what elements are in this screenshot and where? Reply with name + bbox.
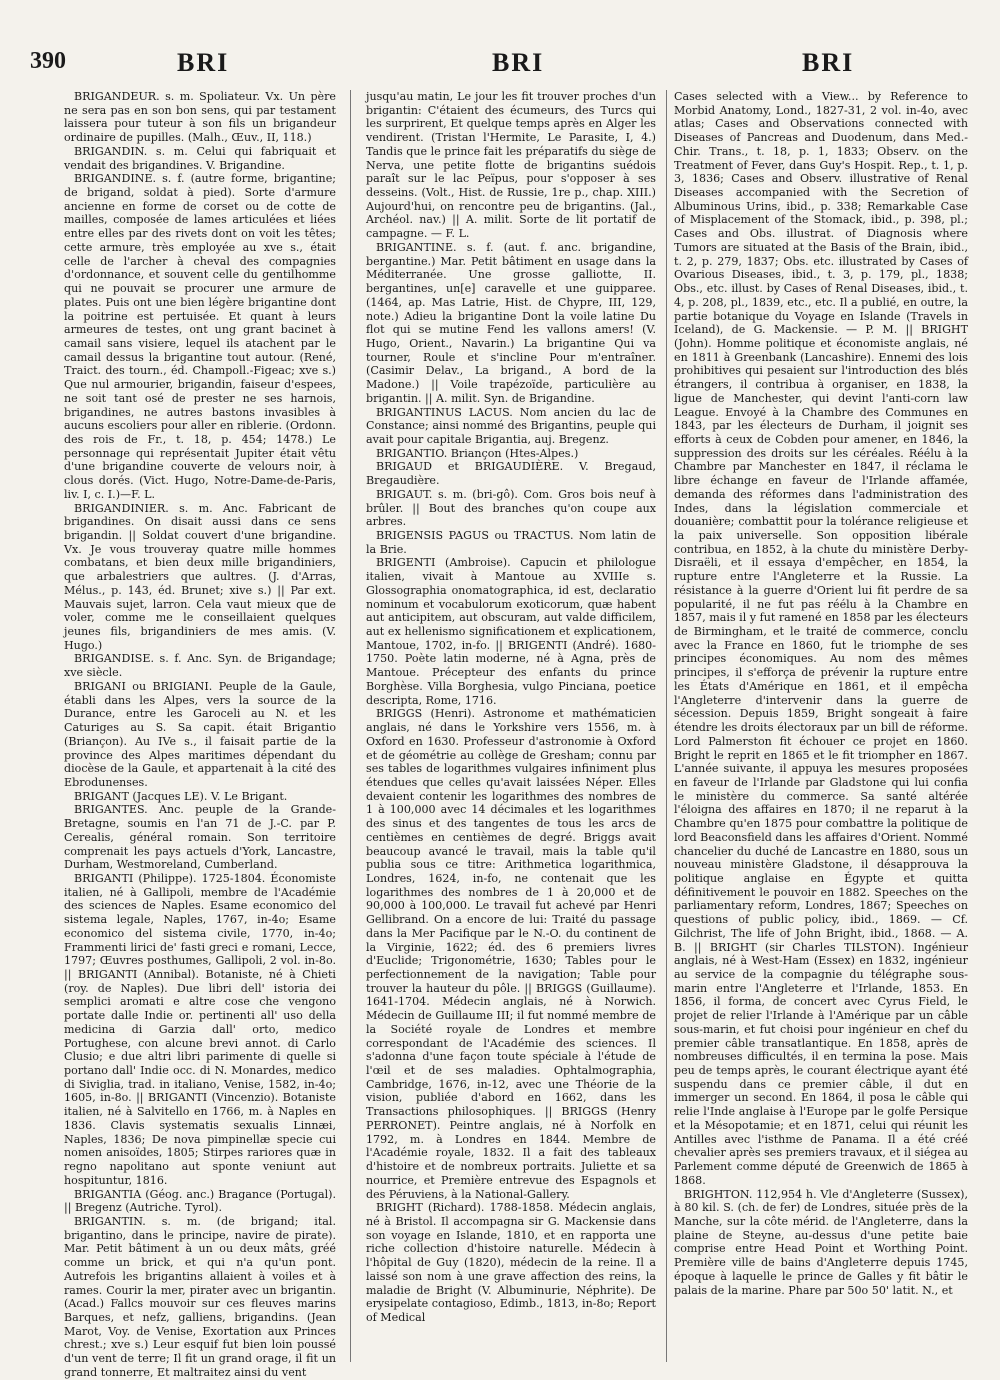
running-head-left: BRI [177, 48, 230, 77]
entry-brigenti: BRIGENTI (Ambroise). Capucin et philologue italien, vivait à Mantoue au XVIIIe s. Glossographia onomatographica, id est, declaratio nominum et vocabulorum exoticorum, quæ habent aut anticipitem, aut obscuram, aut valde difficilem, aut ex hellenismo significationem et explicationem, Mantoue, 1702, in-fo. || BRIGENTI (André). 1680-1750. Poète latin moderne, né à Agna, près de Mantoue. Précepteur des enfants du prince Borghèse. Villa Borghesia, vulgo Pinciana, poetice descripta, Rome, 1716. [366, 556, 656, 707]
entry-bright-richard: BRIGHT (Richard). 1788-1858. Médecin anglais, né à Bristol. Il accompagna sir G. Mackensie dans son voyage en Islande, 1810, et en rapporta une riche collection d'histoire naturelle. Médecin à l'hôpital de Guy (1820), médecin de la reine. Il a laissé son nom à une grave affection des reins, la maladie de Bright (V. Albuminurie, Néphrite). De erysipelate contagioso, Edimb., 1813, in-8o; Report of Medical [366, 1201, 656, 1324]
entry-brigandeur: BRIGANDEUR. s. m. Spoliateur. Vx. Un père ne sera pas en son bon sens, qui par testament laissera pour tuteur à son fils un brigandeur ordinaire de pupilles. (Malh., Œuv., II, 118.) [64, 90, 336, 145]
page-header [0, 40, 1000, 90]
entry-brigaut: BRIGAUT. s. m. (bri-gô). Com. Gros bois neuf à brûler. || Bout des branches qu'on coupe aux arbres. [366, 487, 656, 529]
entry-brigantine: BRIGANTINE. s. f. (aut. f. anc. brigandine, bergantine.) Mar. Petit bâtiment en usage dans la Méditerranée. Une grosse galliotte, II. bergantines, un[e] caravelle et une guipparee. (1464, ap. Mas Latrie, Hist. de Chypre, III, 129, note.) Adieu la brigantine Dont la voile latine Du flot qui se mutine Fend les vallons amers! (V. Hugo, Orient., Navarin.) La brigantine Qui va tourner, Roule et s'incline Pour m'entraîner. (Casimir Delav., La brigand., A bord de la Madone.) || Voile trapézoïde, particulière au brigantin. || A. milit. Syn. de Brigandine. [366, 240, 656, 405]
entry-brigantia: BRIGANTIA (Géog. anc.) Bragance (Portugal). || Bregenz (Autriche. Tyrol). [64, 1187, 336, 1215]
entry-bright-continued: Cases selected with a View... by Reference to Morbid Anatomy, Lond., 1827-31, 2 vol. in-4o, avec atlas; Cases and Observations connected with Diseases of Pancreas and Duodenum, dans Med.-Chir. Trans., t. 18, p. 1, 1833; Observ. on the Treatment of Fever, dans Guy's Hospit. Rep., t. 1, p. 3, 1836; Cases and Observ. illustrative of Renal Diseases accompanied with the Secretion of Albuminous Urins, ibid., p. 338; Remarkable Case of Misplacement of the Stomack, ibid., p. 398, pl.; Cases and Obs. illustrat. of Diagnosis where Tumors are situated at the Basis of the Brain, ibid., t. 2, p. 279, 1837; Obs. etc. illustrated by Cases of Ovarious Diseases, ibid., t. 3, p. 179, pl., 1838; Obs., etc. illust. by Cases of Renal Diseases, ibid., t. 4, p. 208, pl., 1839, etc., etc. Il a publié, en outre, la partie botanique du Voyage en Islande (Travels in Iceland), de G. Mackensie. — P. M. || BRIGHT (John). Homme politique et économiste anglais, né en 1811 à Greenbank (Lancashire). Ennemi des lois prohibitives qui pesaient sur l'introduction des blés étrangers, il contribua à organiser, en 1838, la ligue de Manchester, qui devint l'anti-corn law League. Envoyé à la Chambre des Communes en 1843, par les électeurs de Durham, il joignit ses efforts à ceux de Cobden pour amener, en 1846, la suppression des droits sur les céréales. Réélu à la Chambre par Manchester en 1847, il réclama le libre échange en faveur de l'Irlande affamée, demanda des réformes dans l'administration des Indes, dans la législation commerciale et douanière; combattit pour la tolérance religieuse et la paix universelle. Son opposition libérale contribua, en 1852, à la chute du ministère Derby-Disraëli, et il essaya d'empêcher, en 1854, la rupture entre l'Angleterre et la Russie. La résistance à la guerre d'Orient lui fit perdre de sa popularité, il ne fut pas réélu à la Chambre en 1857, mais il y fut ramené en 1858 par les électeurs de Birmingham, et le traité de commerce, conclu avec la France en 1860, fut le triomphe de ses principes économiques. Au nom des mêmes principes, il s'efforça de prévenir la rupture entre les États d'Amérique en 1861, et il empêcha l'Angleterre d'intervenir dans la guerre de sécession. Depuis 1859, Bright songeait à faire étendre les droits électoraux par un bill de réforme. Lord Palmerston fit échouer ce projet en 1860. Bright le reprit en 1865 et le fit triompher en 1867. L'année suivante, il appuya les mesures proposées en faveur de l'Irlande par Gladstone qui lui confia le ministère du commerce. Sa santé altérée l'éloigna des affaires en 1870; il ne reparut à la Chambre qu'en 1875 pour combattre la politique de lord Beaconsfield dans les affaires d'Orient. Nommé chancelier du duché de Lancastre en 1880, sous un nouveau ministère Gladstone, il désapprouva la politique anglaise en Égypte et quitta définitivement le pouvoir en 1882. Speeches on the parliamentary reform, Londres, 1867; Speeches on questions of public policy, ibid., 1869. — Cf. Gilchrist, The life of John Bright, ibid., 1868. — A. B. || BRIGHT (sir Charles TILSTON). Ingénieur anglais, né à West-Ham (Essex) en 1832, ingénieur au service de la compagnie du télégraphe sous-marin entre l'Angleterre et l'Irlande, 1853. En 1856, il forma, de concert avec Cyrus Field, le projet de relier l'Irlande à l'Amérique par un câble sous-marin, et fut choisi pour ingénieur en chef du premier câble transatlantique. En 1858, après de nombreuses difficultés, il en termina la pose. Mais peu de temps après, le courant électrique ayant été suspendu dans ce premier câble, il dut en immerger un second. En 1864, il posa le câble qui relie l'Inde anglaise à l'Europe par le golfe Persique et la Mésopotamie; et en 1871, celui qui réunit les Antilles avec l'isthme de Panama. Il a été créé chevalier après ses premiers travaux, et il siégea au Parlement comme député de Greenwich de 1865 à 1868. [674, 90, 969, 1187]
entry-brigantio: BRIGANTIO. Briançon (Htes-Alpes.) [376, 446, 579, 460]
column-divider-left [350, 90, 351, 1362]
running-head-right: BRI [802, 48, 855, 77]
entry-brigandinier: BRIGANDINIER. s. m. Anc. Fabricant de brigandines. On disait aussi dans ce sens brigandin. || Soldat couvert d'une brigandine. Vx. Je vous trouveray quatre mille hommes combatans, et bien deux mille brigandiniers, que arbalestriers que aultres. (J. d'Arras, Mélus., p. 143, éd. Brunet; xive s.) || Par ext. Mauvais sujet, larron. Cela vaut mieux que de voler, comme me le conseillaient quelques jeunes fils, brigandiniers de mes amis. (V. Hugo.) [64, 501, 336, 652]
entry-brigantes: BRIGANTES. Anc. peuple de la Grande-Bretagne, soumis en l'an 71 de J.-C. par P. Cerealis, général romain. Son territoire comprenait les pays actuels d'York, Lancastre, Durham, Westmoreland, Cumberland. [64, 803, 336, 872]
entry-brigensis-pagus: BRIGENSIS PAGUS ou TRACTUS. Nom latin de la Brie. [366, 529, 656, 556]
entry-brigandine: BRIGANDINE. s. f. (autre forme, brigantine; de brigand, soldat à pied). Sorte d'armure ancienne en forme de corset ou de cotte de mailles, composée de lames articulées et liées entre elles par des rivets dont on voit les têtes; cette armure, très employée au xve s., était celle de l'archer à cheval des compagnies d'ordonnance, et souvent celle du gentilhomme qui ne pouvait se procurer une armure de plates. Puis ont une bien légère brigantine dont la poitrine est pertuisée. Et quant à leurs armeures de testes, ont ung grant bacinet à camail sans visiere, lequel ils atachent par le camail dessus la brigantine tout autour. (René, Traict. des tourn., éd. Champoll.-Figeac; xve s.) Que nul armourier, brigandin, faiseur d'espees, ne soit tant osé de prester ne ses harnois, brigandines, ne autres bastons invasibles à aucuns escoliers pour aller en riblerie. (Ordonn. des rois de Fr., t. 18, p. 454; 1478.) Le personnage qui représentait Jupiter était vêtu d'une brigandine couverte de velours noir, à clous dorés. (Vict. Hugo, Notre-Dame-de-Paris, liv. I, c. I.)—F. L. [64, 172, 336, 501]
entry-brigani: BRIGANI ou BRIGIANI. Peuple de la Gaule, établi dans les Alpes, vers la source de la Durance, entre les Garoceli au N. et les Caturiges au S. Sa capit. était Brigantio (Briançon). Au IVe s., il faisait partie de la province des Alpes maritimes dépendant du diocèse de la Gaule, et appartenait à la cité des Ebrodunenses. [64, 679, 336, 789]
entry-brigantin-continued: jusqu'au matin, Le jour les fit trouver proches d'un brigantin: C'étaient des écumeurs, des Turcs qui les surprirent, Et quelque temps après en Alger les vendirent. (Tristan l'Hermite, Le Parasite, I, 4.) Tandis que le prince fait les préparatifs du siège de Nerva, une petite flotte de brigantins suédois paraît sur le lac Peïpus, pour s'opposer à ses desseins. (Volt., Hist. de Russie, 1re p., chap. XIII.) Aujourd'hui, on rencontre peu de brigantins. (Jal., Archéol. nav.) || A. milit. Sorte de lit portatif de campagne. — F. L. [366, 90, 656, 241]
entry-brigantin: BRIGANTIN. s. m. (de brigand; ital. brigantino, dans le principe, navire de pirate). Mar. Petit bâtiment à un ou deux mâts, gréé comme un brick, et qui n'a qu'un pont. Autrefois les brigantins allaient à voiles et à rames. Courir la mer, pirater avec un brigantin. (Acad.) Fallcs mouvoir sur ces fleuves marins Barques, et nefz, galliens, brigandins. (Jean Marot, Voy. de Venise, Exortation aux Princes chrest.; xve s.) Leur esquif fut bien loin poussé d'un vent de terre; Il fit un grand orage, il fit un grand tonnerre, Et maltraitez ainsi du vent [64, 1214, 336, 1379]
entry-briganti: BRIGANTI (Philippe). 1725-1804. Économiste italien, né à Gallipoli, membre de l'Académie des sciences de Naples. Esame economico del sistema legale, Naples, 1767, in-4o; Esame economico del sistema civile, 1770, in-4o; Frammenti lirici de' fasti greci e romani, Lecce, 1797; Œuvres posthumes, Gallipoli, 2 vol. in-8o. || BRIGANTI (Annibal). Botaniste, né à Chieti (roy. de Naples). Due libri dell' istoria dei semplici aromati e altre cose che vengono portate dalle Indie or. pertinenti all' uso della medicina di Garzia dall' orto, medico Portughese, con alcune brevi annot. di Carlo Clusio; e due altri libri parimente di quelle si portano dall' Indie occ. di N. Monardes, medico di Siviglia, trad. in italiano, Venise, 1582, in-4o; 1605, in-8o. || BRIGANTI (Vincenzio). Botaniste italien, né à Salvitello en 1766, m. à Naples en 1836. Clavis systematis sexualis Linnæi, Naples, 1836; De nova pimpinellæ specie cui nomen anisoïdes, 1805; Stirpes rariores quæ in regno napolitano aut sponte veniunt aut hospituntur, 1816. [64, 871, 336, 1187]
entry-brigandin: BRIGANDIN. s. m. Celui qui fabriquait et vendait des brigandines. V. Brigandine. [64, 144, 336, 172]
entry-brigantinus-lacus: BRIGANTINUS LACUS. Nom ancien du lac de Constance; ainsi nommé des Brigantins, peuple qui avait pour capitale Brigantia, auj. Bregenz. [366, 405, 656, 446]
text-column-right [674, 90, 968, 1362]
entry-briggs: BRIGGS (Henri). Astronome et mathématicien anglais, né dans le Yorkshire vers 1556, m. à Oxford en 1630. Professeur d'astronomie à Oxford et de géométrie au collège de Gresham; connu par ses tables de logarithmes vulgaires infiniment plus étendues que celles qu'avait laissées Néper. Elles devaient contenir les logarithmes des nombres de 1 à 100,000 avec 14 décimales et les logarithmes des sinus et des tangentes de tous les arcs de centièmes en centièmes de degré. Briggs avait beaucoup avancé le travail, mais la table qu'il publia sous ce titre: Arithmetica logarithmica, Londres, 1624, in-fo, ne contenait que les logarithmes des nombres de 1 à 20,000 et de 90,000 à 100,000. Le travail fut achevé par Henri Gellibrand. On a encore de lui: Traité du passage dans la Mer Pacifique par le N.-O. du continent de la Virginie, 1622; éd. des 6 premiers livres d'Euclide; Trigonométrie, 1630; Tables pour le perfectionnement de la navigation; Table pour trouver la hauteur du pôle. || BRIGGS (Guillaume). 1641-1704. Médecin anglais, né à Norwich. Médecin de Guillaume III; il fut nommé membre de la Société royale de Londres et membre correspondant de l'Académie des sciences. Il s'adonna d'une façon toute spéciale à l'étude de l'œil et de ses maladies. Ophtalmographia, Cambridge, 1676, in-12, avec une Théorie de la vision, publiée d'abord en 1662, dans les Transactions philosophiques. || BRIGGS (Henry PERRONET). Peintre anglais, né à Norfolk en 1792, m. à Londres en 1844. Membre de l'Académie royale, 1832. Il a fait des tableaux d'histoire et de nombreux portraits. Juliette et sa nourrice, et Première entrevue des Espagnols et des Péruviens, à la National-Gallery. [366, 707, 656, 1201]
text-column-center [366, 90, 656, 1362]
entry-brighton: BRIGHTON. 112,954 h. Vle d'Angleterre (Sussex), à 80 kil. S. (ch. de fer) de Londres, située près de la Manche, sur la côte mérid. de l'Angleterre, dans la plaine de Steyne, au-dessus d'une petite baie comprise entre Head Point et Worthing Point. Première ville de bains d'Angleterre depuis 1745, époque à laquelle le prince de Galles y fit bâtir le palais de la marine. Phare par 50o 50' latit. N., et [674, 1187, 968, 1297]
page-number: 390 [30, 48, 66, 74]
entry-brigandise: BRIGANDISE. s. f. Anc. Syn. de Brigandage; xve siècle. [64, 652, 336, 680]
entry-brigant: BRIGANT (Jacques LE). V. Le Brigant. [74, 789, 288, 803]
column-divider-right [666, 90, 667, 1362]
running-head-center: BRI [492, 48, 545, 77]
text-column-left [64, 90, 336, 1379]
entry-brigaud: BRIGAUD et BRIGAUDIÈRE. V. Bregaud, Bregaudière. [366, 460, 656, 488]
